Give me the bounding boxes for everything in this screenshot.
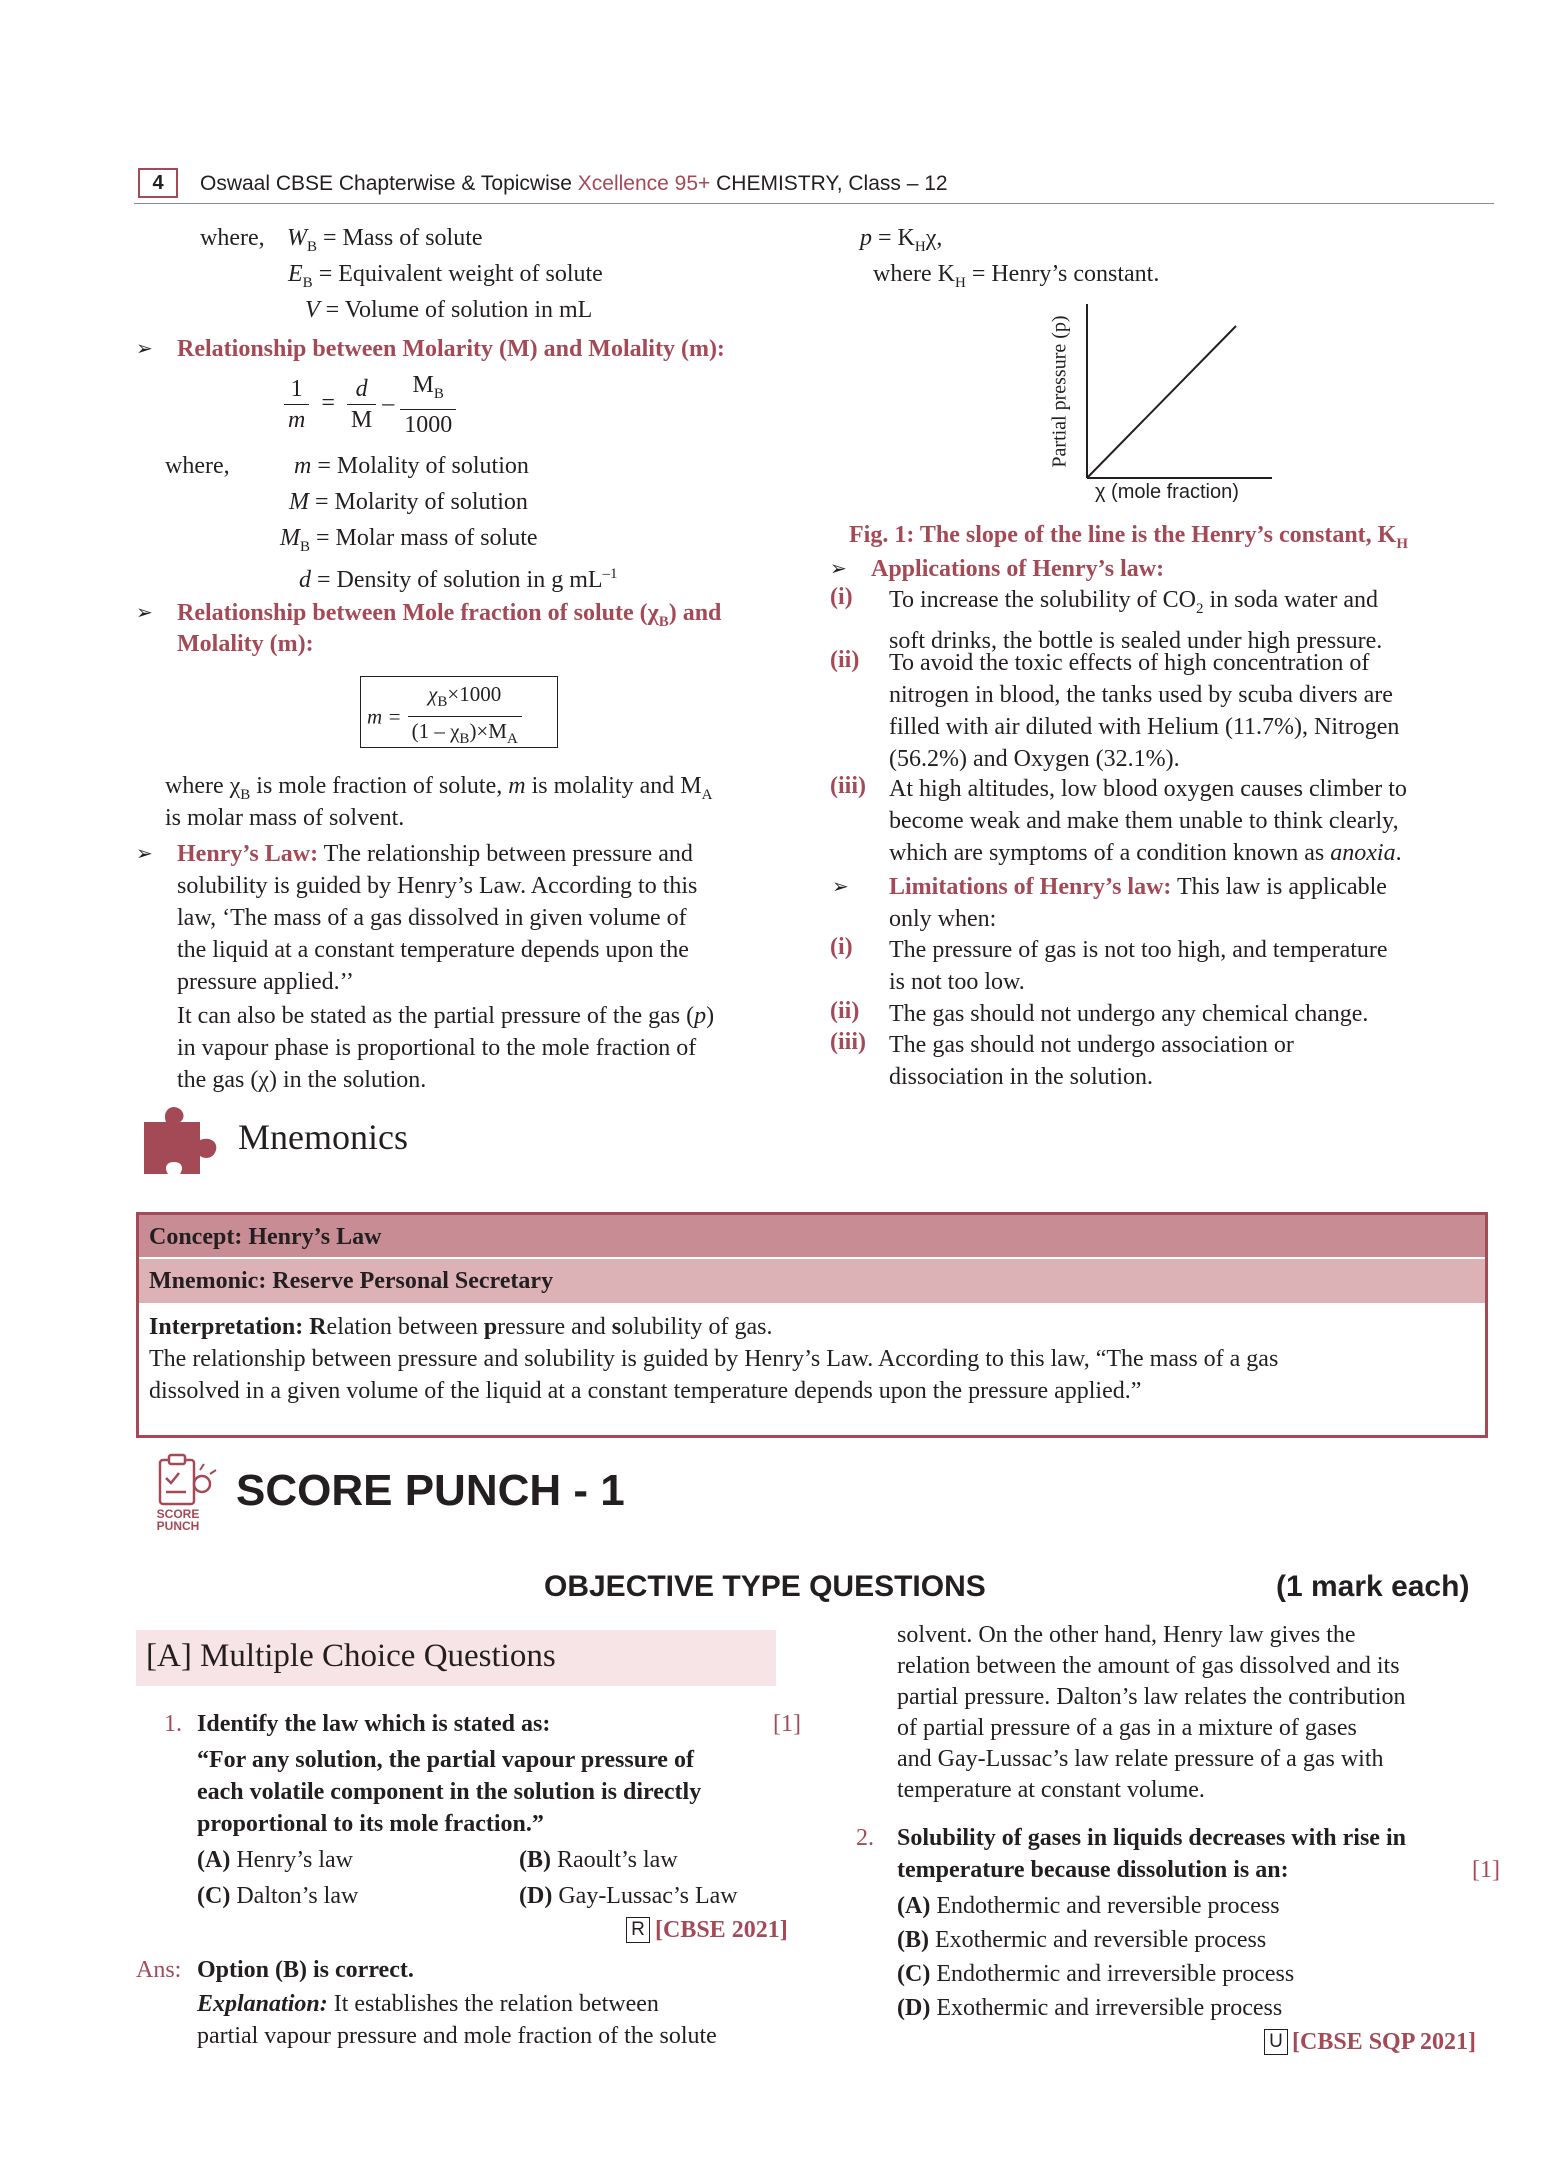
also-line-3: the gas (χ) in the solution. xyxy=(177,1067,427,1093)
limits-item-3 xyxy=(889,1029,1294,1093)
q1-option-c-text: Dalton’s law xyxy=(236,1883,359,1909)
where2-label: where, xyxy=(165,453,230,479)
also-close: ) xyxy=(706,1003,715,1029)
henry-graph xyxy=(1040,300,1280,510)
MB-symbol: M xyxy=(280,525,300,551)
wb-definition xyxy=(287,222,483,263)
bullet-arrow-icon: ➢ xyxy=(136,600,153,624)
limits-3-line-1: The gas should not undergo association or xyxy=(889,1032,1294,1058)
henry-paragraph xyxy=(177,838,697,998)
f2-lhs: m = xyxy=(367,704,402,729)
graph-xlabel: χ (mole fraction) xyxy=(1095,481,1239,503)
q2-option-d-text: Exothermic and irreversible process xyxy=(936,1995,1283,2021)
mnemonics-heading: Mnemonics xyxy=(238,1117,408,1157)
f2-num-sub: B xyxy=(437,694,448,711)
eq-rest: = K xyxy=(872,225,915,251)
apps-3-line-3 xyxy=(889,837,1407,869)
q1-ans-label: Ans: xyxy=(136,1957,182,1983)
f2-num-rest: ×1000 xyxy=(447,682,502,706)
henry-also-paragraph xyxy=(177,1000,714,1096)
where3-m: m xyxy=(508,773,526,799)
score-punch-header xyxy=(148,1452,848,1542)
eb-def-text: = Equivalent weight of solute xyxy=(312,261,603,287)
mnemonic-box xyxy=(136,1212,1488,1438)
q1-option-b-label: (B) xyxy=(519,1847,551,1873)
q1-quote-line-3: proportional to its mole fraction.” xyxy=(197,1811,544,1837)
m-symbol: m xyxy=(294,453,312,479)
limits-heading: Limitations of Henry’s law: xyxy=(889,874,1172,900)
q1-option-c-label: (C) xyxy=(197,1883,231,1909)
where3-a: where χ xyxy=(165,773,241,799)
d-symbol: d xyxy=(299,567,311,593)
henry-line-1 xyxy=(177,838,697,870)
apps-1-sub: 2 xyxy=(1195,600,1204,617)
page-header xyxy=(134,165,1494,205)
f2-den-a: (1 – χ xyxy=(411,719,460,744)
limits-item-1 xyxy=(889,934,1388,998)
apps-1-line-1 xyxy=(889,584,1382,625)
interp-P: p xyxy=(483,1314,498,1340)
apps-1-line-1-text: To increase the solubility of CO xyxy=(889,587,1196,613)
q1-cont-line-5: and Gay-Lussac’s law relate pressure of a gas with xyxy=(897,1746,1384,1772)
henry-line-3: law, ‘The mass of a gas dissolved in given volume of xyxy=(177,905,687,931)
mnemonic-text: Mnemonic: Reserve Personal Secretary xyxy=(149,1268,554,1294)
eq-p: p xyxy=(860,225,872,251)
interp-S: s xyxy=(611,1314,622,1340)
henry-line-5: pressure applied.’’ xyxy=(177,969,354,995)
q1-source: [CBSE 2021] xyxy=(655,1917,788,1943)
eq-sub: H xyxy=(914,238,926,255)
apps-3-italic: anoxia xyxy=(1330,840,1396,866)
eq-chi: χ, xyxy=(925,225,943,251)
q2-option-c[interactable] xyxy=(897,1958,1294,1990)
q1-option-a[interactable] xyxy=(197,1844,353,1876)
apps-num-2: (ii) xyxy=(830,647,860,673)
apps-item-3 xyxy=(889,773,1407,869)
q2-stem xyxy=(897,1822,1406,1886)
q1-explanation xyxy=(197,1988,717,2052)
MB-def-text: = Molar mass of solute xyxy=(316,525,538,551)
apps-2-line-3: filled with air diluted with Helium (11.7%), Nitrogen xyxy=(889,714,1400,740)
f1-num2: d xyxy=(347,374,376,405)
marks-each: (1 mark each) xyxy=(1276,1570,1470,1603)
q1-option-d-text: Gay-Lussac’s Law xyxy=(558,1883,738,1909)
limits-num-1: (i) xyxy=(830,934,853,960)
wb-def-text: = Mass of solute xyxy=(317,225,483,251)
q2-source: [CBSE SQP 2021] xyxy=(1292,2029,1477,2055)
q2-option-b-text: Exothermic and reversible process xyxy=(935,1927,1267,1953)
q2-option-c-text: Endothermic and irreversible process xyxy=(936,1961,1295,1987)
q1-quote xyxy=(197,1744,701,1840)
where3-line2: is molar mass of solvent. xyxy=(165,805,405,831)
interp-c: olubility of gas. xyxy=(621,1314,773,1340)
objective-section-title: OBJECTIVE TYPE QUESTIONS xyxy=(544,1570,986,1603)
d-def-text: = Density of solution in g mL xyxy=(317,567,603,593)
f1-num3: M xyxy=(412,372,434,398)
m-def-text: = Molality of solution xyxy=(317,453,529,479)
henry-graph-svg xyxy=(1040,300,1280,510)
apps-3-period: . xyxy=(1395,840,1402,866)
clipboard-check-icon xyxy=(152,1452,222,1508)
bullet-arrow-icon: ➢ xyxy=(136,336,153,360)
M-definition xyxy=(289,486,528,518)
q1-option-c[interactable] xyxy=(197,1880,358,1912)
q1-explanation-continued xyxy=(897,1620,1406,1806)
apps-2-line-2: nitrogen in blood, the tanks used by scuba divers are xyxy=(889,682,1393,708)
kh-a: where K xyxy=(873,261,955,287)
mnemonic-interpretation xyxy=(149,1311,1475,1343)
apps-2-line-4: (56.2%) and Oxygen (32.1%). xyxy=(889,746,1180,772)
mnemonic-concept-row xyxy=(139,1215,1485,1259)
q1-tag-badge: R xyxy=(626,1917,650,1943)
eb-subscript: B xyxy=(302,274,313,291)
q1-cont-line-1: solvent. On the other hand, Henry law gives the xyxy=(897,1622,1356,1648)
rel2-heading-line2: Molality (m): xyxy=(177,631,314,657)
apps-3-line-1: At high altitudes, low blood oxygen causes climber to xyxy=(889,776,1407,802)
f1-den1: m xyxy=(288,407,306,434)
where-label: where, xyxy=(200,225,265,251)
q1-exp-label: Explanation: xyxy=(197,1991,328,2017)
mnemonic-row xyxy=(139,1259,1485,1303)
limits-3-line-2: dissociation in the solution. xyxy=(889,1064,1153,1090)
f1-num1: 1 xyxy=(284,374,309,405)
f1-den3: 1000 xyxy=(404,411,453,438)
henry-heading: Henry’s Law: xyxy=(177,841,319,867)
wb-symbol: W xyxy=(287,225,307,251)
mcq-heading: [A] Multiple Choice Questions xyxy=(146,1638,556,1674)
limits-num-3: (iii) xyxy=(830,1029,866,1055)
limits-2-line-1: The gas should not undergo any chemical change. xyxy=(889,1001,1369,1027)
q1-cont-line-6: temperature at constant volume. xyxy=(897,1777,1205,1803)
interp-a: elation between xyxy=(326,1314,484,1340)
running-title-suffix: CHEMISTRY, Class – 12 xyxy=(710,172,948,195)
q2-option-d[interactable] xyxy=(897,1992,1282,2024)
limits-line-1 xyxy=(889,871,1387,903)
f2-den-b: )×M xyxy=(469,719,507,744)
running-title-prefix: Oswaal CBSE Chapterwise & Topicwise xyxy=(200,172,578,195)
q1-option-a-label: (A) xyxy=(197,1847,231,1873)
wb-subscript: B xyxy=(307,238,318,255)
score-punch-title: SCORE PUNCH - 1 xyxy=(236,1466,625,1515)
q2-stem-line-1: Solubility of gases in liquids decreases with rise in xyxy=(897,1825,1406,1851)
kh-sub: H xyxy=(954,274,966,291)
q1-exp-line-1 xyxy=(197,1988,717,2020)
q1-option-d[interactable] xyxy=(519,1880,738,1912)
d-definition xyxy=(299,558,618,596)
mnemonic-body xyxy=(139,1303,1485,1407)
q2-option-b[interactable] xyxy=(897,1924,1266,1956)
q2-option-a-label: (A) xyxy=(897,1893,931,1919)
henry-line-1-text: The relationship between pressure and xyxy=(318,841,693,867)
q1-option-d-label: (D) xyxy=(519,1883,553,1909)
MB-definition xyxy=(280,522,538,563)
q1-cont-line-2: relation between the amount of gas dissolved and its xyxy=(897,1653,1400,1679)
where3-sub2: A xyxy=(701,786,713,803)
page-number: 4 xyxy=(138,168,178,198)
puzzle-icon xyxy=(140,1102,222,1182)
eb-symbol: E xyxy=(288,261,303,287)
m-definition xyxy=(294,450,529,482)
apps-num-1: (i) xyxy=(830,584,853,610)
limits-line-2: only when: xyxy=(889,906,997,932)
bullet-arrow-icon: ➢ xyxy=(830,556,847,580)
rel2-heading-a: Relationship between Mole fraction of solute (χ xyxy=(177,600,659,626)
q1-quote-line-2: each volatile component in the solution is directly xyxy=(197,1779,702,1805)
limits-intro xyxy=(889,871,1387,935)
also-line-2: in vapour phase is proportional to the mole fraction of xyxy=(177,1035,697,1061)
mnemonic-body-line-2: dissolved in a given volume of the liquid at a constant temperature depends upon the pressure applied.” xyxy=(149,1378,1142,1404)
limits-1-line-1: The pressure of gas is not too high, and temperature xyxy=(889,937,1388,963)
q1-cont-line-4: of partial pressure of a gas in a mixture of gases xyxy=(897,1715,1357,1741)
apps-3-line-3-text: which are symptoms of a condition known as xyxy=(889,840,1331,866)
also-line-1-text: It can also be stated as the partial pressure of the gas ( xyxy=(177,1003,695,1029)
q1-option-a-text: Henry’s law xyxy=(236,1847,353,1873)
v-symbol: V xyxy=(305,297,320,323)
kh-definition xyxy=(873,258,1159,299)
mnemonic-concept: Concept: Henry’s Law xyxy=(149,1224,382,1250)
q1-quote-line-1: “For any solution, the partial vapour pressure of xyxy=(197,1747,694,1773)
score-punch-icon-text-1: SCORE xyxy=(156,1507,200,1521)
graph-line xyxy=(1087,326,1236,478)
M-symbol: M xyxy=(289,489,309,515)
q2-mark: [1] xyxy=(1472,1857,1500,1883)
q2-stem-line-2: temperature because dissolution is an: xyxy=(897,1857,1289,1883)
q2-option-a[interactable] xyxy=(897,1890,1280,1922)
q1-stem: Identify the law which is stated as: xyxy=(197,1711,551,1737)
f1-num3-sub: B xyxy=(433,385,444,402)
apps-num-3: (iii) xyxy=(830,773,866,799)
formula-molefraction-molality xyxy=(360,676,558,748)
q1-number: 1. xyxy=(164,1711,182,1737)
fig-caption-text: Fig. 1: The slope of the line is the Henry’s constant, K xyxy=(849,522,1397,548)
eb-definition xyxy=(288,258,603,299)
q1-exp-line-1-text: It establishes the relation between xyxy=(327,1991,659,2017)
bullet-arrow-icon: ➢ xyxy=(136,841,153,865)
f2-den-sub: B xyxy=(459,731,470,748)
q1-mark: [1] xyxy=(773,1711,801,1737)
interp-b: ressure and xyxy=(497,1314,612,1340)
also-line-1 xyxy=(177,1000,714,1032)
q2-option-b-label: (B) xyxy=(897,1927,929,1953)
f1-den2: M xyxy=(350,407,373,434)
formula-molarity-molality xyxy=(284,370,456,440)
q2-option-c-label: (C) xyxy=(897,1961,931,1987)
henry-equation xyxy=(860,222,942,263)
q1-cont-line-3: partial pressure. Dalton’s law relates the contribution xyxy=(897,1684,1406,1710)
mcq-heading-bar xyxy=(136,1630,776,1686)
q1-option-b[interactable] xyxy=(519,1844,678,1876)
score-punch-icon-text-2: PUNCH xyxy=(156,1519,200,1533)
interp-R: R xyxy=(303,1314,327,1340)
apps-item-1 xyxy=(889,584,1382,657)
d-superscript: –1 xyxy=(602,566,618,582)
where3-sub: B xyxy=(240,786,251,803)
f1-eq: = xyxy=(321,390,335,417)
q1-option-b-text: Raoult’s law xyxy=(557,1847,678,1873)
apps-item-2 xyxy=(889,647,1399,775)
apps-1-line-2: soft drinks, the bottle is sealed under high pressure. xyxy=(889,627,1383,654)
q2-number: 2. xyxy=(856,1825,874,1851)
q1-exp-line-2: partial vapour pressure and mole fraction of the solute xyxy=(197,2023,717,2049)
header-rule xyxy=(134,203,1494,204)
v-definition xyxy=(305,294,592,326)
also-p: p xyxy=(694,1003,707,1029)
kh-b: = Henry’s constant. xyxy=(965,261,1160,287)
apps-3-line-2: become weak and make them unable to think clearly, xyxy=(889,808,1399,834)
graph-ylabel: Partial pressure (p) xyxy=(1048,315,1071,468)
bullet-arrow-icon: ➢ xyxy=(832,874,849,898)
M-def-text: = Molarity of solution xyxy=(315,489,528,515)
limits-item-2 xyxy=(889,998,1368,1030)
q2-tag-badge: U xyxy=(1264,2029,1288,2055)
running-title xyxy=(200,172,948,196)
apps-heading: Applications of Henry’s law: xyxy=(871,556,1165,582)
v-def-text: = Volume of solution in mL xyxy=(319,297,593,323)
running-title-brand: Xcellence 95+ xyxy=(577,172,711,195)
apps-2-line-1: To avoid the toxic effects of high concentration of xyxy=(889,650,1370,676)
limits-1-line-2: is not too low. xyxy=(889,969,1025,995)
limits-num-2: (ii) xyxy=(830,998,860,1024)
f2-den-sub2: A xyxy=(506,731,518,748)
apps-1-after-sub: in soda water and xyxy=(1203,587,1379,613)
mnemonic-body-line-1: The relationship between pressure and solubility is guided by Henry’s Law. According to this law, “The mass of a gas xyxy=(149,1346,1279,1372)
rel2-heading-sub: B xyxy=(658,613,669,630)
where3-b: is mole fraction of solute, xyxy=(250,773,509,799)
q1-ans-text: Option (B) is correct. xyxy=(197,1957,414,1983)
f1-minus: – xyxy=(382,390,395,417)
q2-option-d-label: (D) xyxy=(897,1995,931,2021)
interp-label: Interpretation: xyxy=(149,1314,304,1340)
MB-subscript: B xyxy=(300,538,311,555)
q2-option-a-text: Endothermic and reversible process xyxy=(936,1893,1280,1919)
limits-intro-a: This law is applicable xyxy=(1171,874,1387,900)
mnemonics-section-header xyxy=(140,1102,640,1182)
where3-c: is molality and M xyxy=(525,773,702,799)
fig-caption-sub: H xyxy=(1396,535,1408,552)
henry-line-4: the liquid at a constant temperature depends upon the xyxy=(177,937,689,963)
henry-line-2: solubility is guided by Henry’s Law. According to this xyxy=(177,873,698,899)
f2-num: χ xyxy=(428,682,438,706)
rel2-heading-b: ) and xyxy=(668,600,722,626)
rel1-heading: Relationship between Molarity (M) and Molality (m): xyxy=(177,336,725,362)
